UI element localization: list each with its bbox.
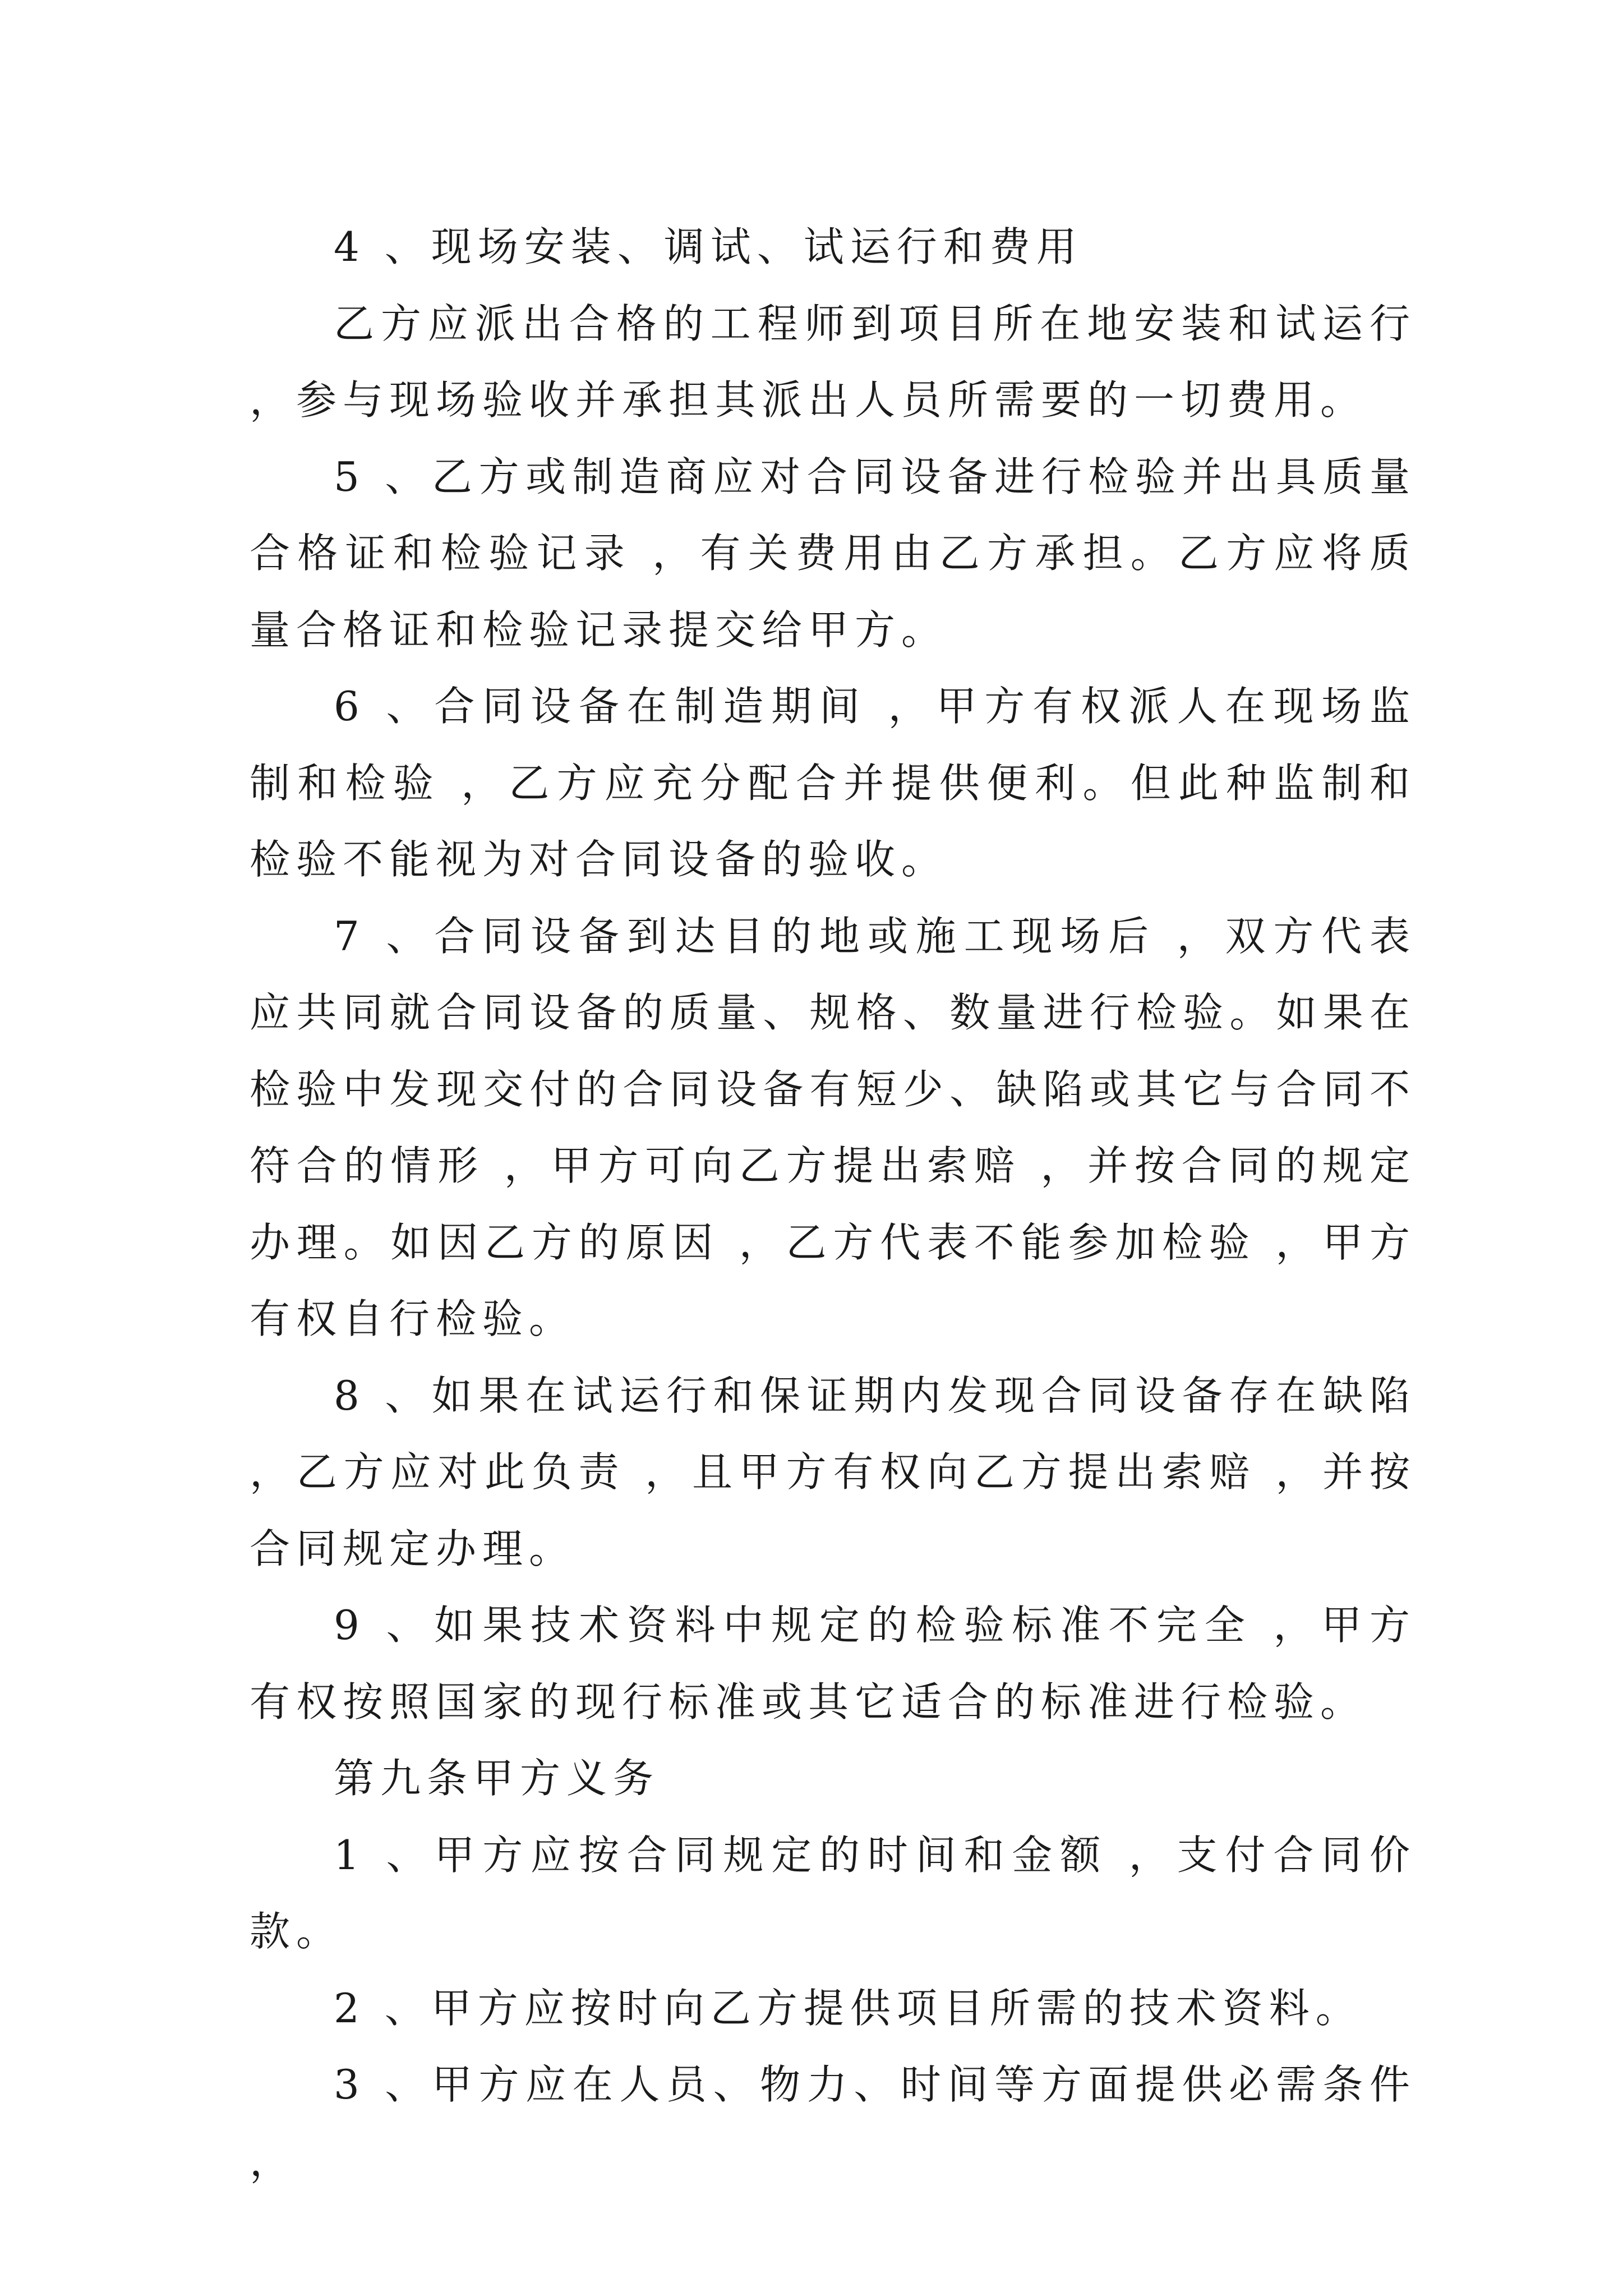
paragraph-warranty-defects: 8 、如果在试运行和保证期内发现合同设备存在缺陷 ，乙方应对此负责 ，且甲方有权向乙方提出索赔 ，并按合同规定办理。: [250, 1372, 1416, 1572]
paragraph-resources-obligation: 3 、甲方应在人员、物力、时间等方面提供必需条件 ，: [250, 2061, 1416, 2185]
paragraph-inspection-standards: 9 、如果技术资料中规定的检验标准不完全 ，甲方有权按照国家的现行标准或其它适合的标准进行检验。: [250, 1602, 1416, 1726]
paragraph-manufacturing-supervision: 6 、合同设备在制造期间 ，甲方有权派人在现场监制和检验 ，乙方应充分配合并提供便利。但此种监制和检验不能视为对合同设备的验收。: [250, 683, 1416, 883]
paragraph-payment-obligation: 1 、甲方应按合同规定的时间和金额 ，支付合同价款。: [250, 1831, 1416, 1955]
paragraph-arrival-inspection: 7 、合同设备到达目的地或施工现场后 ，双方代表应共同就合同设备的质量、规格、数量进行检验。如果在检验中发现交付的合同设备有短少、缺陷或其它与合同不符合的情形 ，甲方可向乙方提出索赔 ，并按合同的规定办理。如因乙方的原因 ，乙方代表不能参加检验 ，甲方有权自行检验。: [250, 912, 1416, 1342]
paragraph-technical-data-obligation: 2 、甲方应按时向乙方提供项目所需的技术资料。: [334, 1984, 1362, 2032]
paragraph-install-heading: 4 、现场安装、调试、试运行和费用: [334, 223, 1083, 270]
paragraph-engineer-dispatch: 乙方应派出合格的工程师到项目所在地安装和试运行 ，参与现场验收并承担其派出人员所需要的一切费用。: [250, 300, 1416, 424]
paragraph-inspection-certificate: 5 、乙方或制造商应对合同设备进行检验并出具质量合格证和检验记录 ，有关费用由乙方承担。乙方应将质量合格证和检验记录提交给甲方。: [250, 453, 1416, 654]
section-heading-party-a-obligations: 第九条甲方义务: [334, 1755, 660, 1802]
document-body: [250, 209, 1416, 2200]
